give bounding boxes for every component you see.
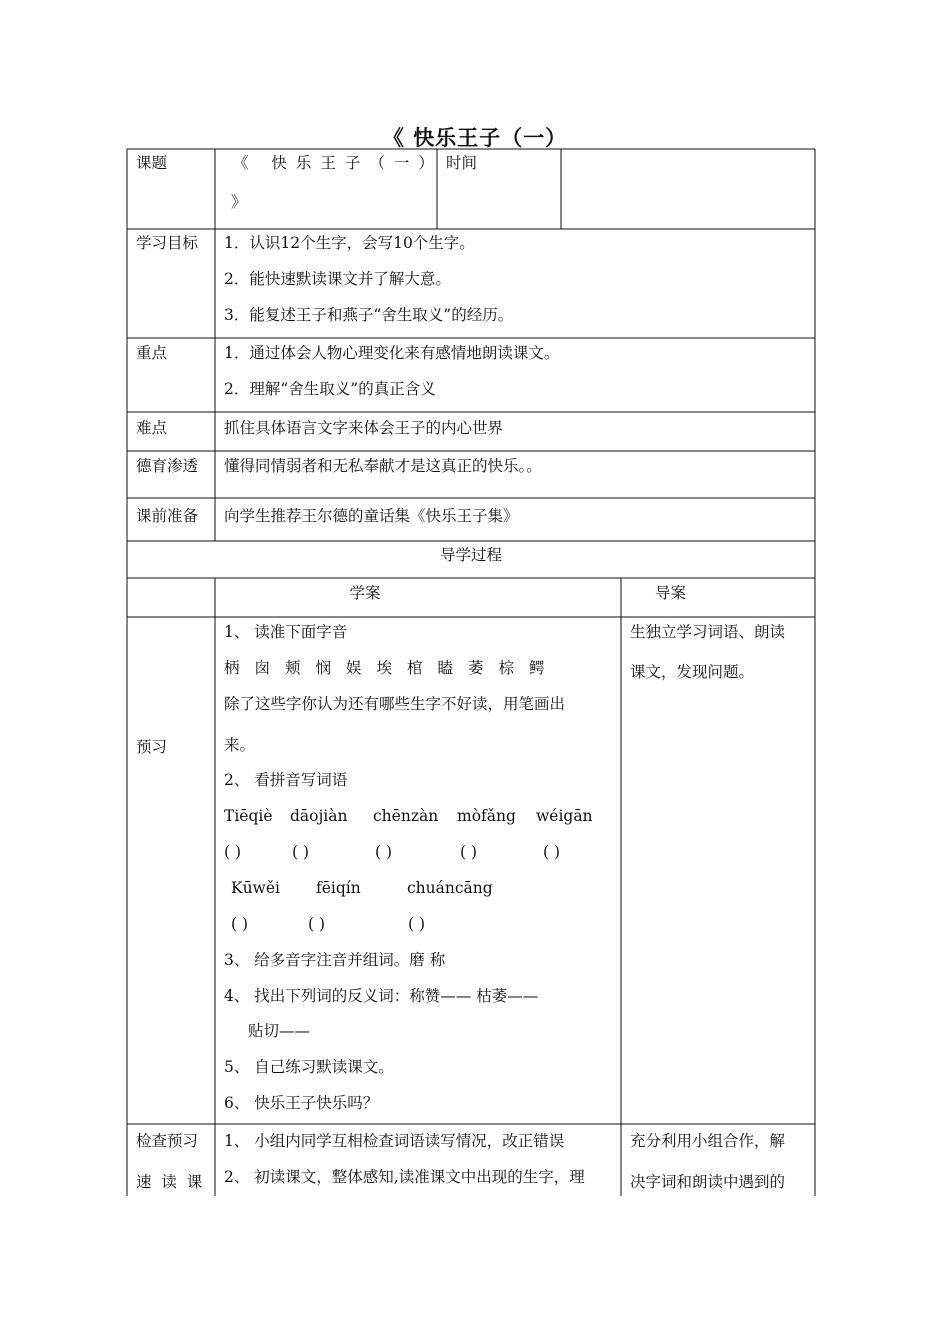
goals-label: 学习目标	[136, 234, 199, 252]
process-header: 导学过程	[439, 546, 502, 564]
pinyin-item: chēnzàn	[373, 807, 439, 825]
topic-value-cont: 》	[231, 193, 247, 211]
answer-blank: ( )	[460, 843, 478, 861]
pinyin-item: Tiēqiè	[224, 807, 273, 825]
topic-label: 课题	[136, 154, 168, 172]
topic-value: 《 快乐王子（一）	[233, 154, 443, 172]
char-item: 悯	[315, 659, 332, 677]
preview-line: 2、 看拼音写词语	[224, 771, 348, 789]
char-list	[224, 658, 560, 678]
answer-blank: ( )	[375, 843, 393, 861]
time-label: 时间	[446, 154, 478, 172]
answer-blank: ( )	[292, 843, 310, 861]
char-item: 娱	[346, 659, 362, 677]
answer-blank: ( )	[308, 915, 326, 933]
char-item: 柄	[224, 659, 240, 677]
moral-value: 懂得同情弱者和无私奉献才是这真正的快乐。。	[224, 457, 542, 475]
key-point-item: 2．理解“舍生取义”的真正含义	[224, 380, 436, 398]
preview-label: 预习	[136, 738, 168, 756]
answer-blank: ( )	[224, 843, 242, 861]
pinyin-item: chuáncāng	[407, 879, 493, 897]
page-title: 《 快乐王子（一）	[382, 126, 568, 150]
prep-label: 课前准备	[136, 507, 199, 525]
check-line: 1、 小组内同学互相检查词语读写情况，改正错误	[224, 1132, 565, 1150]
char-item: 萎	[468, 659, 484, 677]
preview-line: 来。	[224, 736, 256, 754]
check-guide: 决字词和朗读中遇到的	[630, 1173, 786, 1191]
check-label-cont: 速 读 课	[136, 1173, 203, 1191]
pinyin-item: Kūwěi	[231, 879, 280, 897]
preview-line: 3、 给多音字注音并组词。磨 称	[224, 951, 446, 969]
char-item: 棕	[498, 659, 515, 677]
pinyin-item: fēiqín	[316, 879, 361, 897]
preview-line: 贴切——	[248, 1022, 311, 1040]
preview-line: 1、 读准下面字音	[224, 623, 348, 641]
answer-blank: ( )	[408, 915, 426, 933]
key-points-label: 重点	[136, 344, 168, 362]
char-item: 棺	[407, 659, 423, 677]
goal-item: 2．能快速默读课文并了解大意。	[224, 270, 451, 288]
preview-guide: 课文，发现问题。	[630, 663, 755, 681]
xuean-header: 学案	[349, 584, 381, 602]
preview-guide: 生独立学习词语、朗读	[630, 623, 786, 641]
answer-blank: ( )	[231, 915, 249, 933]
daoan-header: 导案	[655, 584, 687, 602]
char-item: 埃	[376, 659, 393, 677]
prep-value: 向学生推荐王尔德的童话集《快乐王子集》	[224, 507, 519, 525]
goal-item: 3．能复述王子和燕子“舍生取义”的经历。	[224, 306, 514, 324]
char-item: 囱	[254, 659, 271, 677]
preview-line: 6、 快乐王子快乐吗？	[224, 1094, 379, 1112]
check-guide: 充分利用小组合作，解	[630, 1132, 786, 1150]
pinyin-item: wéigān	[536, 807, 593, 825]
preview-line: 除了这些字你认为还有哪些生字不好读，用笔画出	[224, 695, 566, 713]
preview-line: 4、 找出下列词的反义词：称赞—— 枯萎——	[224, 987, 539, 1005]
char-item: 瞌	[437, 659, 454, 677]
goal-item: 1．认识12个生字，会写10个生字。	[224, 234, 475, 252]
answer-blank: ( )	[543, 843, 561, 861]
char-item: 颊	[285, 659, 301, 677]
check-line: 2、 初读课文，整体感知,读准课文中出现的生字，理	[224, 1168, 585, 1186]
pinyin-item: dāojiàn	[290, 807, 348, 825]
check-label: 检查预习	[136, 1132, 199, 1150]
difficulty-value: 抓住具体语言文字来体会王子的内心世界	[224, 419, 504, 437]
moral-label: 德育渗透	[136, 457, 199, 475]
char-item: 鳄	[529, 659, 545, 677]
key-point-item: 1．通过体会人物心理变化来有感情地朗读课文。	[224, 344, 560, 362]
pinyin-item: mòfǎng	[457, 807, 516, 825]
difficulty-label: 难点	[136, 419, 168, 437]
preview-line: 5、 自己练习默读课文。	[224, 1058, 394, 1076]
